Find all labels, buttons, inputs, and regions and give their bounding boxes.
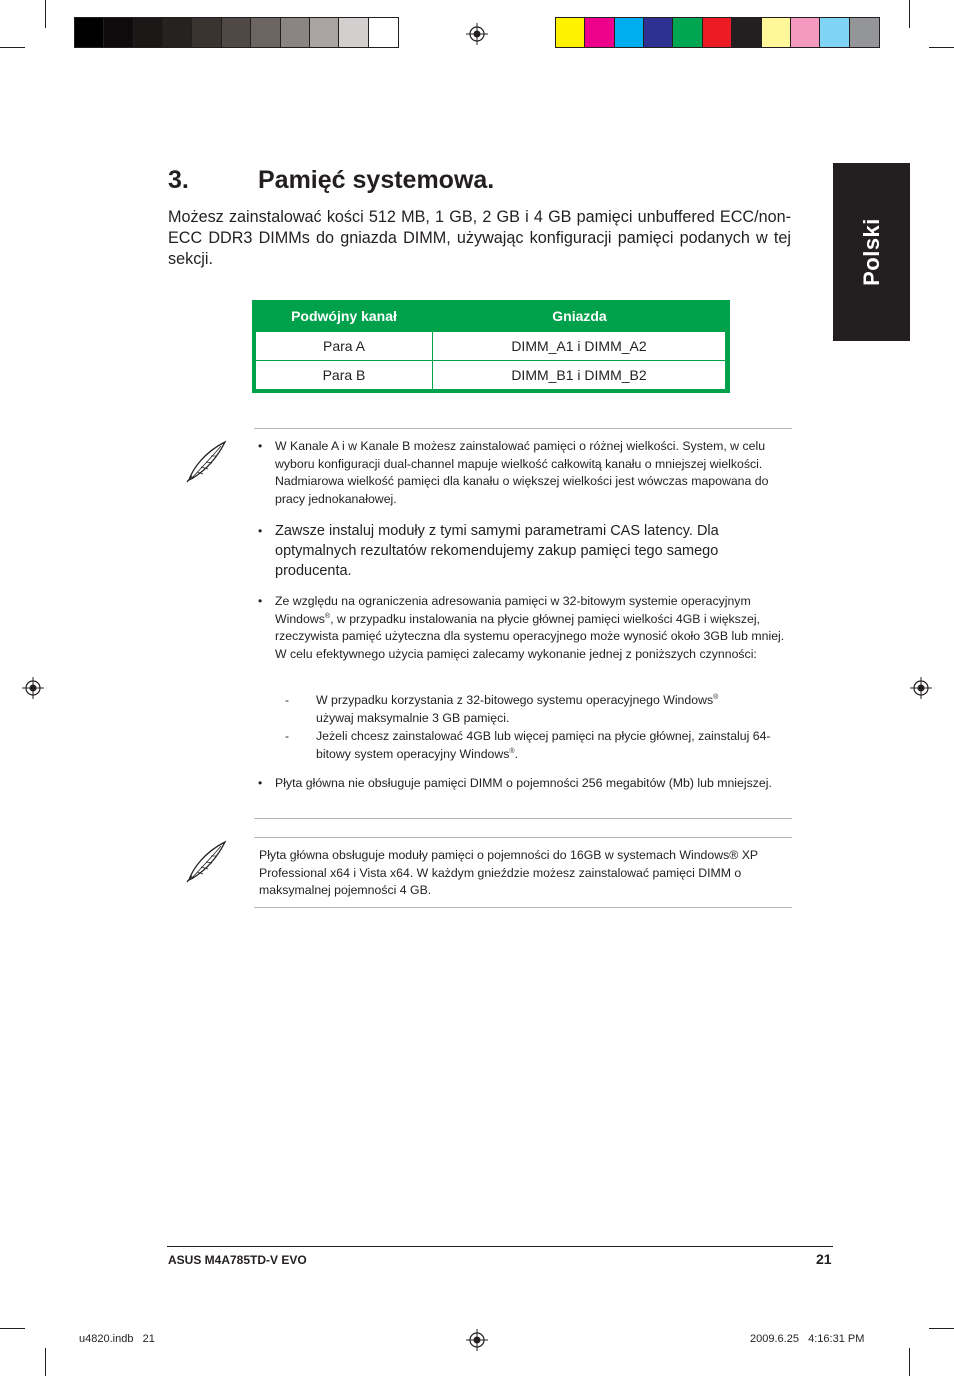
dash-marker: -	[285, 729, 289, 743]
crop-mark	[45, 0, 46, 28]
note-item: Płyta główna obsługuje moduły pamięci o pojemności do 16GB w systemach Windows® XP Professional x64 i Vista x64. W każdym gnieździe możesz zainstalować pamięci DIMM o maksymalnej pojemności 4 GB.	[259, 848, 758, 897]
color-swatch	[134, 18, 163, 47]
color-swatch	[615, 18, 644, 47]
note-text: .	[514, 746, 518, 761]
registration-mark-icon	[910, 677, 932, 699]
slug-file: u4820.indb 21	[79, 1333, 155, 1345]
color-swatch	[585, 18, 614, 47]
color-swatch	[556, 18, 585, 47]
footer-product: ASUS M4A785TD-V EVO	[168, 1253, 307, 1267]
color-swatch	[732, 18, 761, 47]
note-item: Płyta główna nie obsługuje pamięci DIMM o pojemności 256 megabitów (Mb) lub mniejszej.	[275, 776, 772, 790]
crop-mark	[45, 1348, 46, 1376]
dash-marker: -	[285, 693, 289, 707]
note-divider	[254, 428, 792, 429]
table-cell: Para B	[256, 361, 432, 389]
table-header: Podwójny kanał	[291, 308, 397, 324]
note-item: W Kanale A i w Kanale B możesz zainstalować pamięci o różnej wielkości. System, w celu wyboru konfiguracji dual-channel mapuje wielkość całkowitą kanału o mniejszej wielkości. Nadmiarowa wielkość pamięci dla kanału o większej wielkości jest wówczas mapowana do pracy jednokanałowej.	[275, 439, 769, 506]
note-text: używaj maksymalnie 3 GB pamięci.	[316, 710, 510, 725]
note-text: Jeżeli chcesz zainstalować 4GB lub więcej pamięci na płycie głównej, zainstaluj 64-bitowy system operacyjny Windows	[316, 729, 771, 761]
color-swatch	[369, 18, 398, 47]
color-swatch	[281, 18, 310, 47]
color-swatch	[644, 18, 673, 47]
bullet-marker: •	[258, 524, 263, 538]
footer-divider	[167, 1246, 833, 1247]
language-tab	[833, 163, 910, 341]
color-swatch	[104, 18, 133, 47]
color-swatch	[791, 18, 820, 47]
note-item: Zawsze instaluj moduły z tymi samymi parametrami CAS latency. Dla optymalnych rezultatów rekomendujemy zakup pamięci tego samego producenta.	[275, 523, 719, 579]
color-swatch	[673, 18, 702, 47]
color-swatch	[163, 18, 192, 47]
section-title: Pamięć systemowa.	[258, 166, 495, 194]
crop-mark	[0, 47, 25, 48]
language-tab-label: Polski	[858, 218, 884, 286]
registration-mark-icon	[22, 677, 44, 699]
color-swatch	[820, 18, 849, 47]
table-cell: Para A	[256, 332, 432, 360]
registration-mark-icon	[466, 23, 488, 45]
crop-mark	[909, 1348, 910, 1376]
note-subitem	[316, 728, 788, 763]
note-divider	[254, 818, 792, 819]
color-swatch	[850, 18, 879, 47]
color-swatch	[222, 18, 251, 47]
slug-datetime: 2009.6.25 4:16:31 PM	[750, 1333, 865, 1345]
bullet-marker: •	[258, 439, 263, 453]
note-text: W przypadku korzystania z 32-bitowego systemu operacyjnego Windows	[316, 693, 714, 707]
crop-mark	[909, 0, 910, 28]
memory-channel-table	[252, 300, 730, 393]
note-divider	[254, 837, 792, 838]
registered-mark: ®	[713, 693, 719, 701]
bullet-marker: •	[258, 594, 263, 608]
color-swatch	[251, 18, 280, 47]
color-swatch	[703, 18, 732, 47]
table-cell: DIMM_A1 i DIMM_A2	[433, 332, 725, 360]
registered-mark: ®	[324, 612, 331, 620]
registration-mark-icon	[466, 1329, 488, 1351]
color-swatch	[310, 18, 339, 47]
color-swatch	[75, 18, 104, 47]
page-number: 21	[816, 1251, 832, 1267]
registered-mark: ®	[509, 747, 515, 755]
note-text: Ze względu na ograniczenia adresowania pamięci w 32-bitowym systemie operacyjnym Windows	[275, 594, 751, 626]
color-swatch	[192, 18, 221, 47]
crop-mark	[0, 1328, 25, 1329]
crop-mark	[929, 47, 954, 48]
note-text: , w przypadku instalowania na płycie głównej pamięci wielkości 4GB i większej, rzeczywista pamięć użyteczna dla systemu operacyjnego może wynosić około 3GB lub mniej. W celu efektywnego użycia pamięci zalecamy wykonanie jednej z poniższych czynności:	[275, 611, 785, 661]
process-color-bar	[555, 17, 880, 48]
note-pen-icon	[183, 438, 229, 484]
table-header: Gniazda	[552, 308, 607, 324]
section-number: 3.	[168, 166, 189, 194]
table-cell: DIMM_B1 i DIMM_B2	[433, 361, 725, 389]
note-item	[275, 593, 787, 663]
note-subitem	[316, 692, 788, 727]
intro-paragraph: Możesz zainstalować kości 512 MB, 1 GB, 2 GB i 4 GB pamięci unbuffered ECC/non-ECC DDR3 DIMMs do gniazda DIMM, używając konfiguracji pamięci podanych w tej sekcji.	[168, 208, 791, 268]
crop-mark	[929, 1328, 954, 1329]
grayscale-color-bar	[74, 17, 399, 48]
note-pen-icon	[183, 838, 229, 884]
note-divider	[254, 907, 792, 908]
bullet-marker: •	[258, 776, 263, 790]
color-swatch	[762, 18, 791, 47]
color-swatch	[339, 18, 368, 47]
